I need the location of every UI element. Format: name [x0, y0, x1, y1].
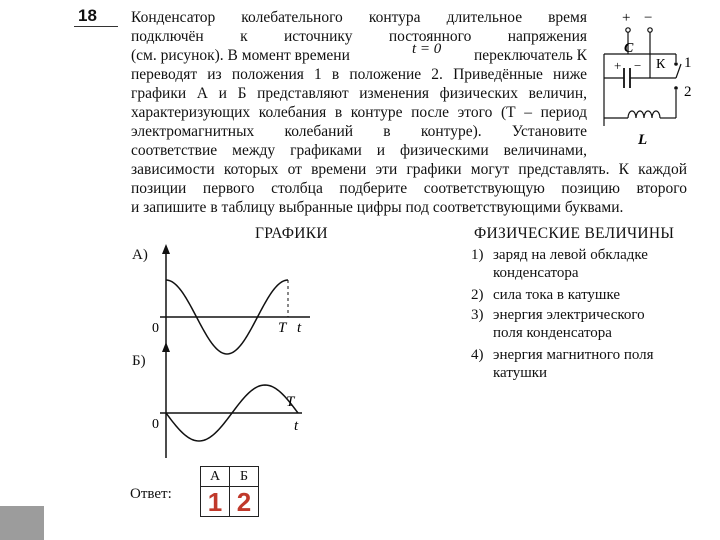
- inductor-label: L: [638, 132, 648, 148]
- time-formula: t = 0: [412, 41, 442, 57]
- task-text-line-3a: (см. рисунок). В момент времени: [131, 47, 350, 64]
- graph-b-period-label: T: [286, 394, 295, 410]
- graph-a: [150, 240, 320, 355]
- quantity-text: конденсатора: [493, 265, 579, 281]
- task-text-line-11: и запишите в таблицу выбранные цифры под соответствующими буквами.: [131, 199, 624, 216]
- graph-b-zero: 0: [152, 417, 159, 432]
- task-text-line-8: соответствие между графиками и физическими величинами,: [131, 142, 587, 159]
- answer-value-a: 1: [207, 486, 223, 517]
- source-terminal-plus: [626, 28, 630, 32]
- quantity-item-2: [471, 286, 701, 306]
- task-text-line-7: электромагнитных колебаний в контуре). Установите: [131, 123, 587, 140]
- switch-pos1-contact: [674, 62, 678, 66]
- task-text-line-4: переводят из положения 1 в положение 2. Приведённые ниже: [131, 66, 587, 83]
- quantity-text: катушки: [493, 365, 548, 381]
- task-text-line-5: графики А и Б представляют изменения физических величин,: [131, 85, 587, 102]
- capacitor-label: C: [624, 41, 634, 56]
- quantity-text: энергия электрического: [493, 307, 645, 323]
- quantities-heading: ФИЗИЧЕСКИЕ ВЕЛИЧИНЫ: [474, 225, 675, 242]
- answer-cell-a[interactable]: [201, 487, 230, 517]
- graph-a-t-label: t: [297, 320, 302, 336]
- capacitor-minus: −: [634, 58, 642, 73]
- graph-b-y-arrow: [162, 342, 170, 352]
- task-text-line-9: зависимости которых от времени эти графики могут представлять. К каждой: [131, 161, 687, 178]
- answer-cell-b[interactable]: [230, 487, 259, 517]
- quantity-text: заряд на левой обкладке: [493, 247, 648, 263]
- answer-label: Ответ:: [130, 486, 172, 502]
- switch-label: К: [656, 57, 666, 72]
- graph-b: [150, 340, 320, 460]
- quantity-text: энергия магнитного поля: [493, 347, 654, 363]
- task-number: 18: [78, 6, 97, 25]
- task-text-line-1: Конденсатор колебательного контура длительное время: [131, 9, 587, 26]
- quantity-item-1: [471, 246, 701, 284]
- quantity-item-4: [471, 346, 701, 384]
- graph-a-period-label: T: [278, 320, 287, 336]
- gray-corner-block: [0, 506, 44, 540]
- task-text-line-10: позиции первого столбца подберите соответствующую позицию второго: [131, 180, 687, 197]
- switch-pos2-label: 2: [684, 84, 692, 100]
- task-text-line-6: характеризующих колебания в контуре после этого (Т – период: [131, 104, 587, 121]
- answer-table: [200, 466, 259, 517]
- quantity-number: 2): [471, 287, 484, 303]
- switch-pos1-label: 1: [684, 55, 692, 71]
- inductor-coil: [628, 111, 660, 118]
- answer-col-b: Б: [230, 467, 259, 487]
- answer-col-a: А: [201, 467, 230, 487]
- task-text-line-3b: переключатель К: [473, 47, 587, 64]
- source-terminal-minus: [648, 28, 652, 32]
- graph-a-zero: 0: [152, 321, 159, 336]
- graphs-heading: ГРАФИКИ: [255, 225, 328, 242]
- quantity-text: поля конденсатора: [493, 325, 612, 341]
- task-number-underline: [74, 26, 118, 27]
- switch-pos2-contact: [674, 86, 678, 90]
- quantity-text: сила тока в катушке: [493, 287, 621, 303]
- graph-b-t-label: t: [294, 418, 299, 434]
- quantity-number: 3): [471, 307, 484, 323]
- circuit-diagram: [596, 4, 706, 154]
- graph-a-y-arrow: [162, 244, 170, 254]
- switch-blade: [676, 64, 681, 78]
- source-minus: −: [644, 10, 653, 26]
- quantity-number: 4): [471, 347, 484, 363]
- capacitor-plus: +: [614, 58, 622, 73]
- graph-b-label: Б): [132, 353, 146, 369]
- graph-a-label: А): [132, 247, 148, 263]
- task-text-line-2: подключён к источнику постоянного напряжения: [131, 28, 587, 45]
- quantity-number: 1): [471, 247, 484, 263]
- quantities-list: [471, 246, 701, 386]
- source-plus: +: [622, 10, 631, 26]
- quantity-item-3: [471, 306, 701, 344]
- answer-value-b: 2: [236, 486, 252, 517]
